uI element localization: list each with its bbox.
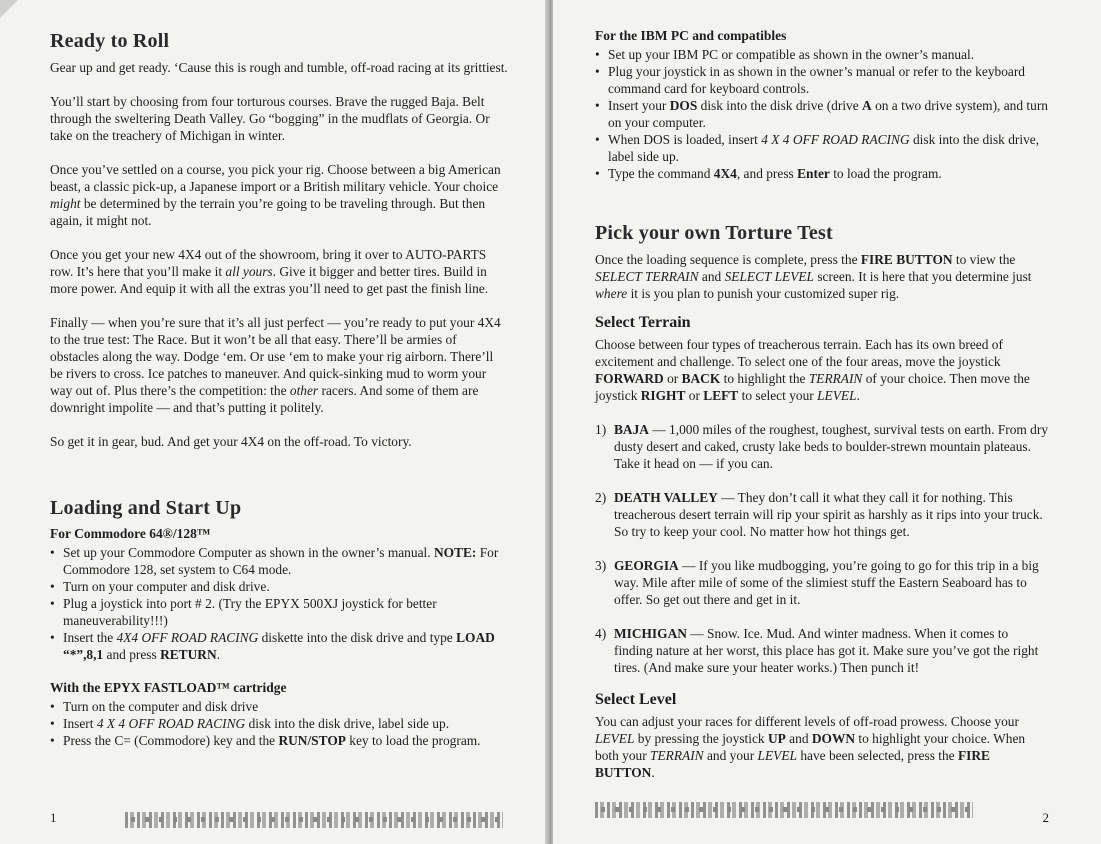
bullet: • (50, 716, 55, 731)
select-terrain-heading: Select Terrain (595, 314, 691, 331)
page-number: 1 (50, 810, 57, 825)
ready-to-roll-title: Ready to Roll (50, 30, 170, 52)
c64-heading: For Commodore 64®/128™ (50, 526, 211, 541)
ibm-heading: For the IBM PC and compatibles (595, 28, 787, 43)
list-item: • Turn on your computer and disk drive. (50, 579, 270, 594)
race-paragraph: Finally — when you’re sure that it’s all just perfect — you’re ready to put your 4X4 to the true test: The Race. But it won’t be all that easy. There’ll be armies of obstacles along the way. Dodge ‘em. Or use ‘em to make your rig airborn. There’ll be rivers to cross. Ice patches to maneuver. And quick-sinking mud to worm your way out of. Plus there’s the competition: the other racers. And some of them are downright impolite — and that’s putting it politely. (50, 315, 501, 415)
list-item: • Set up your IBM PC or compatible as shown in the owner’s manual. (595, 47, 975, 62)
terrain-item-georgia: 3) GEORGIA — If you like mudbogging, you’re going to go for this trip in a big way. Mile after mile of some of the slimiest stuff the Eastern Seaboard has to offer. So get out there and get in it. (595, 558, 1039, 607)
select-level-paragraph: You can adjust your races for different levels of off-road prowess. Choose your LEVEL by pressing the joystick UP and DOWN to highlight your choice. When both your TERRAIN and your LEVEL have been selected, press the FIRE BUTTON. (595, 714, 1026, 780)
page-number: 2 (1042, 810, 1049, 825)
list-item: • Insert your DOS disk into the disk drive (drive A on a two drive system), and turn on your computer. (595, 98, 1048, 130)
victory-paragraph: So get it in gear, bud. And get your 4X4 on the off-road. To victory. (50, 434, 412, 449)
decorative-tire-track (125, 812, 503, 828)
list-item: • Press the C= (Commodore) key and the RUN/STOP key to load the program. (50, 733, 481, 748)
bullet: • (595, 98, 600, 113)
bullet: • (595, 132, 600, 147)
terrain-list (595, 421, 1049, 676)
bullet: • (50, 733, 55, 748)
bullet: • (595, 64, 600, 79)
list-item: • When DOS is loaded, insert 4 X 4 OFF ROAD RACING disk into the disk drive, label side up. (595, 132, 1040, 164)
list-item: • Set up your Commodore Computer as shown in the owner’s manual. NOTE: For Commodore 128, set system to C64 mode. (50, 545, 499, 577)
terrain-item-michigan: 4) MICHIGAN — Snow. Ice. Mud. And winter madness. When it comes to finding nature at her worst, this place has got it. Make sure you’ve got the right tires. (And make sure your heater works.) Then punch it! (595, 626, 1039, 675)
intro-paragraph: Gear up and get ready. ‘Cause this is rough and tumble, off-road racing at its grittiest. (50, 60, 508, 75)
bullet: • (50, 579, 55, 594)
list-item: • Insert 4 X 4 OFF ROAD RACING disk into the disk drive, label side up. (50, 716, 450, 731)
rig-paragraph: Once you’ve settled on a course, you pick your rig. Choose between a big American beast, a classic pick-up, a Japanese import or a British military vehicle. Your choice might be determined by the terrain you’re going to be traveling through. But then again, it might not. (50, 162, 501, 228)
terrain-item-baja: 1) BAJA — 1,000 miles of the roughest, toughest, survival tests on earth. From dry dusty desert and caked, crusty lake beds to boulder-strewn mountain plateaus. Take it head on — if you can. (595, 422, 1049, 471)
decorative-tire-track (595, 802, 973, 818)
bullet: • (595, 166, 600, 181)
c64-steps (50, 544, 508, 663)
auto-parts-paragraph: Once you get your new 4X4 out of the showroom, bring it over to AUTO-PARTS row. It’s here that you’ll make it all yours. Give it bigger and better tires. Build in more power. And equip it with all the extras you’ll need to get past the finish line. (50, 247, 489, 296)
list-item: • Type the command 4X4, and press Enter to load the program. (595, 166, 942, 181)
select-terrain-paragraph: Choose between four types of treacherous terrain. Each has its own breed of excitement and challenge. To select one of the four areas, move the joystick FORWARD or BACK to highlight the TERRAIN of your choice. Then move the joystick RIGHT or LEFT to select your LEVEL. (595, 337, 1030, 403)
loading-title: Loading and Start Up (50, 497, 242, 519)
left-page (0, 0, 548, 844)
fastload-heading: With the EPYX FASTLOAD™ cartridge (50, 680, 287, 695)
bullet: • (50, 699, 55, 714)
bullet: • (50, 630, 55, 645)
folded-corner (0, 0, 18, 18)
right-page (553, 0, 1101, 844)
fastload-steps (50, 698, 508, 749)
bullet: • (595, 47, 600, 62)
select-level-heading: Select Level (595, 691, 677, 708)
courses-paragraph: You’ll start by choosing from four torturous courses. Brave the rugged Baja. Belt through the sweltering Death Valley. Go “bogging” in the mudflats of Georgia. Or take on the treachery of Michigan in winter. (50, 94, 490, 143)
ibm-steps (595, 46, 1049, 182)
torture-test-title: Pick your own Torture Test (595, 222, 833, 244)
torture-test-paragraph: Once the loading sequence is complete, press the FIRE BUTTON to view the SELECT TERRAIN and SELECT LEVEL screen. It is here that you determine just where it is you plan to punish your customized super rig. (595, 252, 1032, 301)
terrain-item-death-valley: 2) DEATH VALLEY — They don’t call it what they call it for nothing. This treacherous desert terrain will rip your spirit as harshly as it rips into your truck. So try to keep your cool. No matter how hot things get. (595, 490, 1043, 539)
bullet: • (50, 545, 55, 560)
list-item: • Turn on the computer and disk drive (50, 699, 259, 714)
list-item: • Plug your joystick in as shown in the owner’s manual or refer to the keyboard command card for keyboard controls. (595, 64, 1026, 96)
list-item: • Plug a joystick into port # 2. (Try the EPYX 500XJ joystick for better maneuverability!!!) (50, 596, 437, 628)
list-item: • Insert the 4X4 OFF ROAD RACING diskette into the disk drive and type LOAD “*”,8,1 and press RETURN. (50, 630, 495, 662)
bullet: • (50, 596, 55, 611)
